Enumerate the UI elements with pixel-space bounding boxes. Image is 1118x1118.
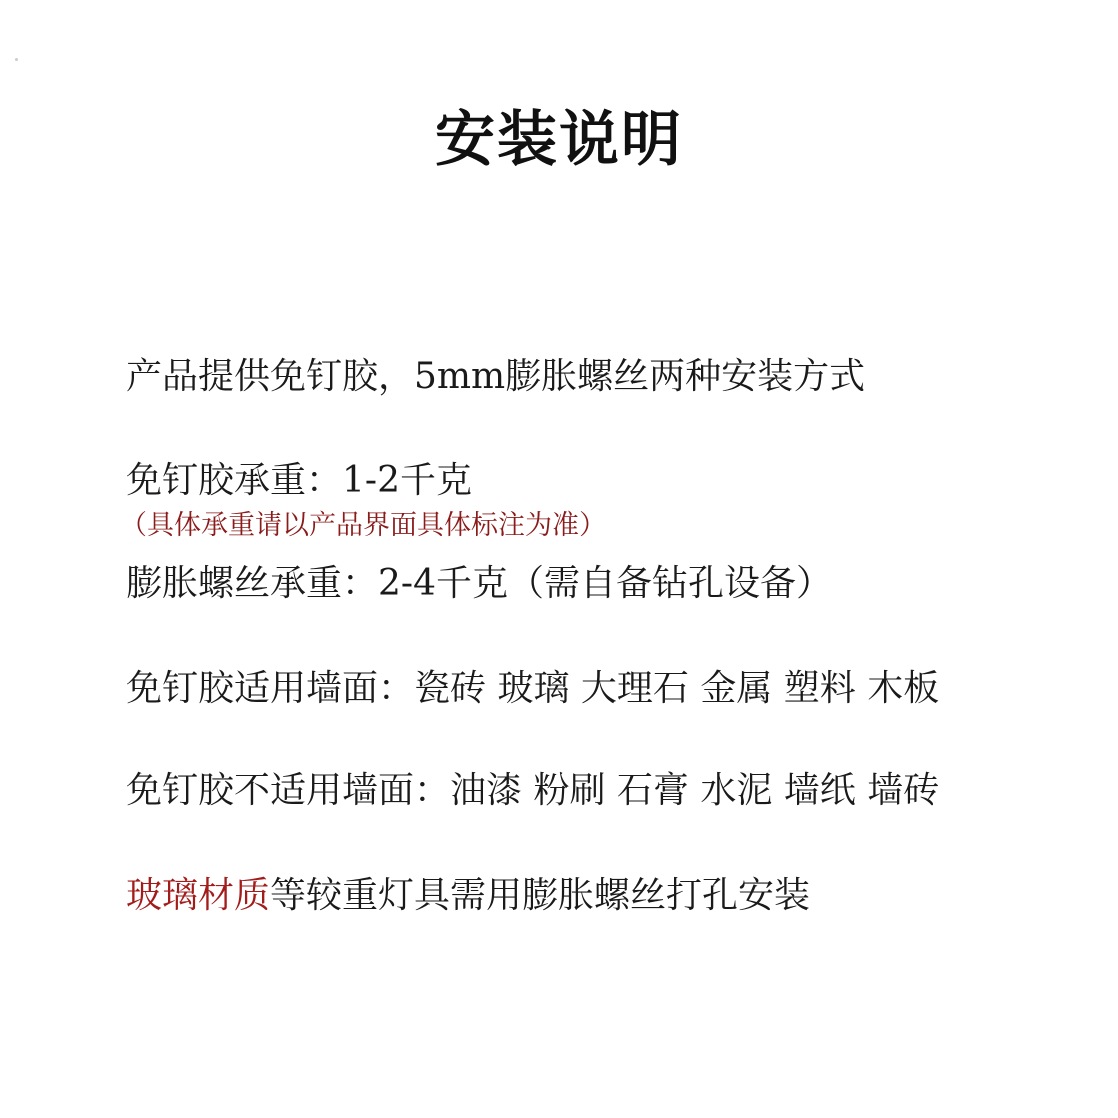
glue-weight-note: （具体承重请以产品界面具体标注为准） (120, 510, 606, 541)
heavy-lamp-instruction: 等较重灯具需用膨胀螺丝打孔安装 (270, 875, 811, 916)
glue-weight-line: 免钉胶承重：1-2千克 (126, 460, 472, 501)
screw-weight-line: 膨胀螺丝承重：2-4千克（需自备钻孔设备） (126, 563, 832, 604)
unsuitable-walls-line: 免钉胶不适用墙面：油漆 粉刷 石膏 水泥 墙纸 墙砖 (126, 770, 940, 811)
corner-speck (15, 58, 18, 61)
heavy-lamp-line (126, 873, 810, 919)
suitable-walls-line: 免钉胶适用墙面：瓷砖 玻璃 大理石 金属 塑料 木板 (126, 668, 940, 709)
install-methods-line: 产品提供免钉胶，5mm膨胀螺丝两种安装方式 (126, 356, 866, 397)
page-title: 安装说明 (435, 105, 683, 175)
glass-material-highlight: 玻璃材质 (126, 875, 271, 916)
